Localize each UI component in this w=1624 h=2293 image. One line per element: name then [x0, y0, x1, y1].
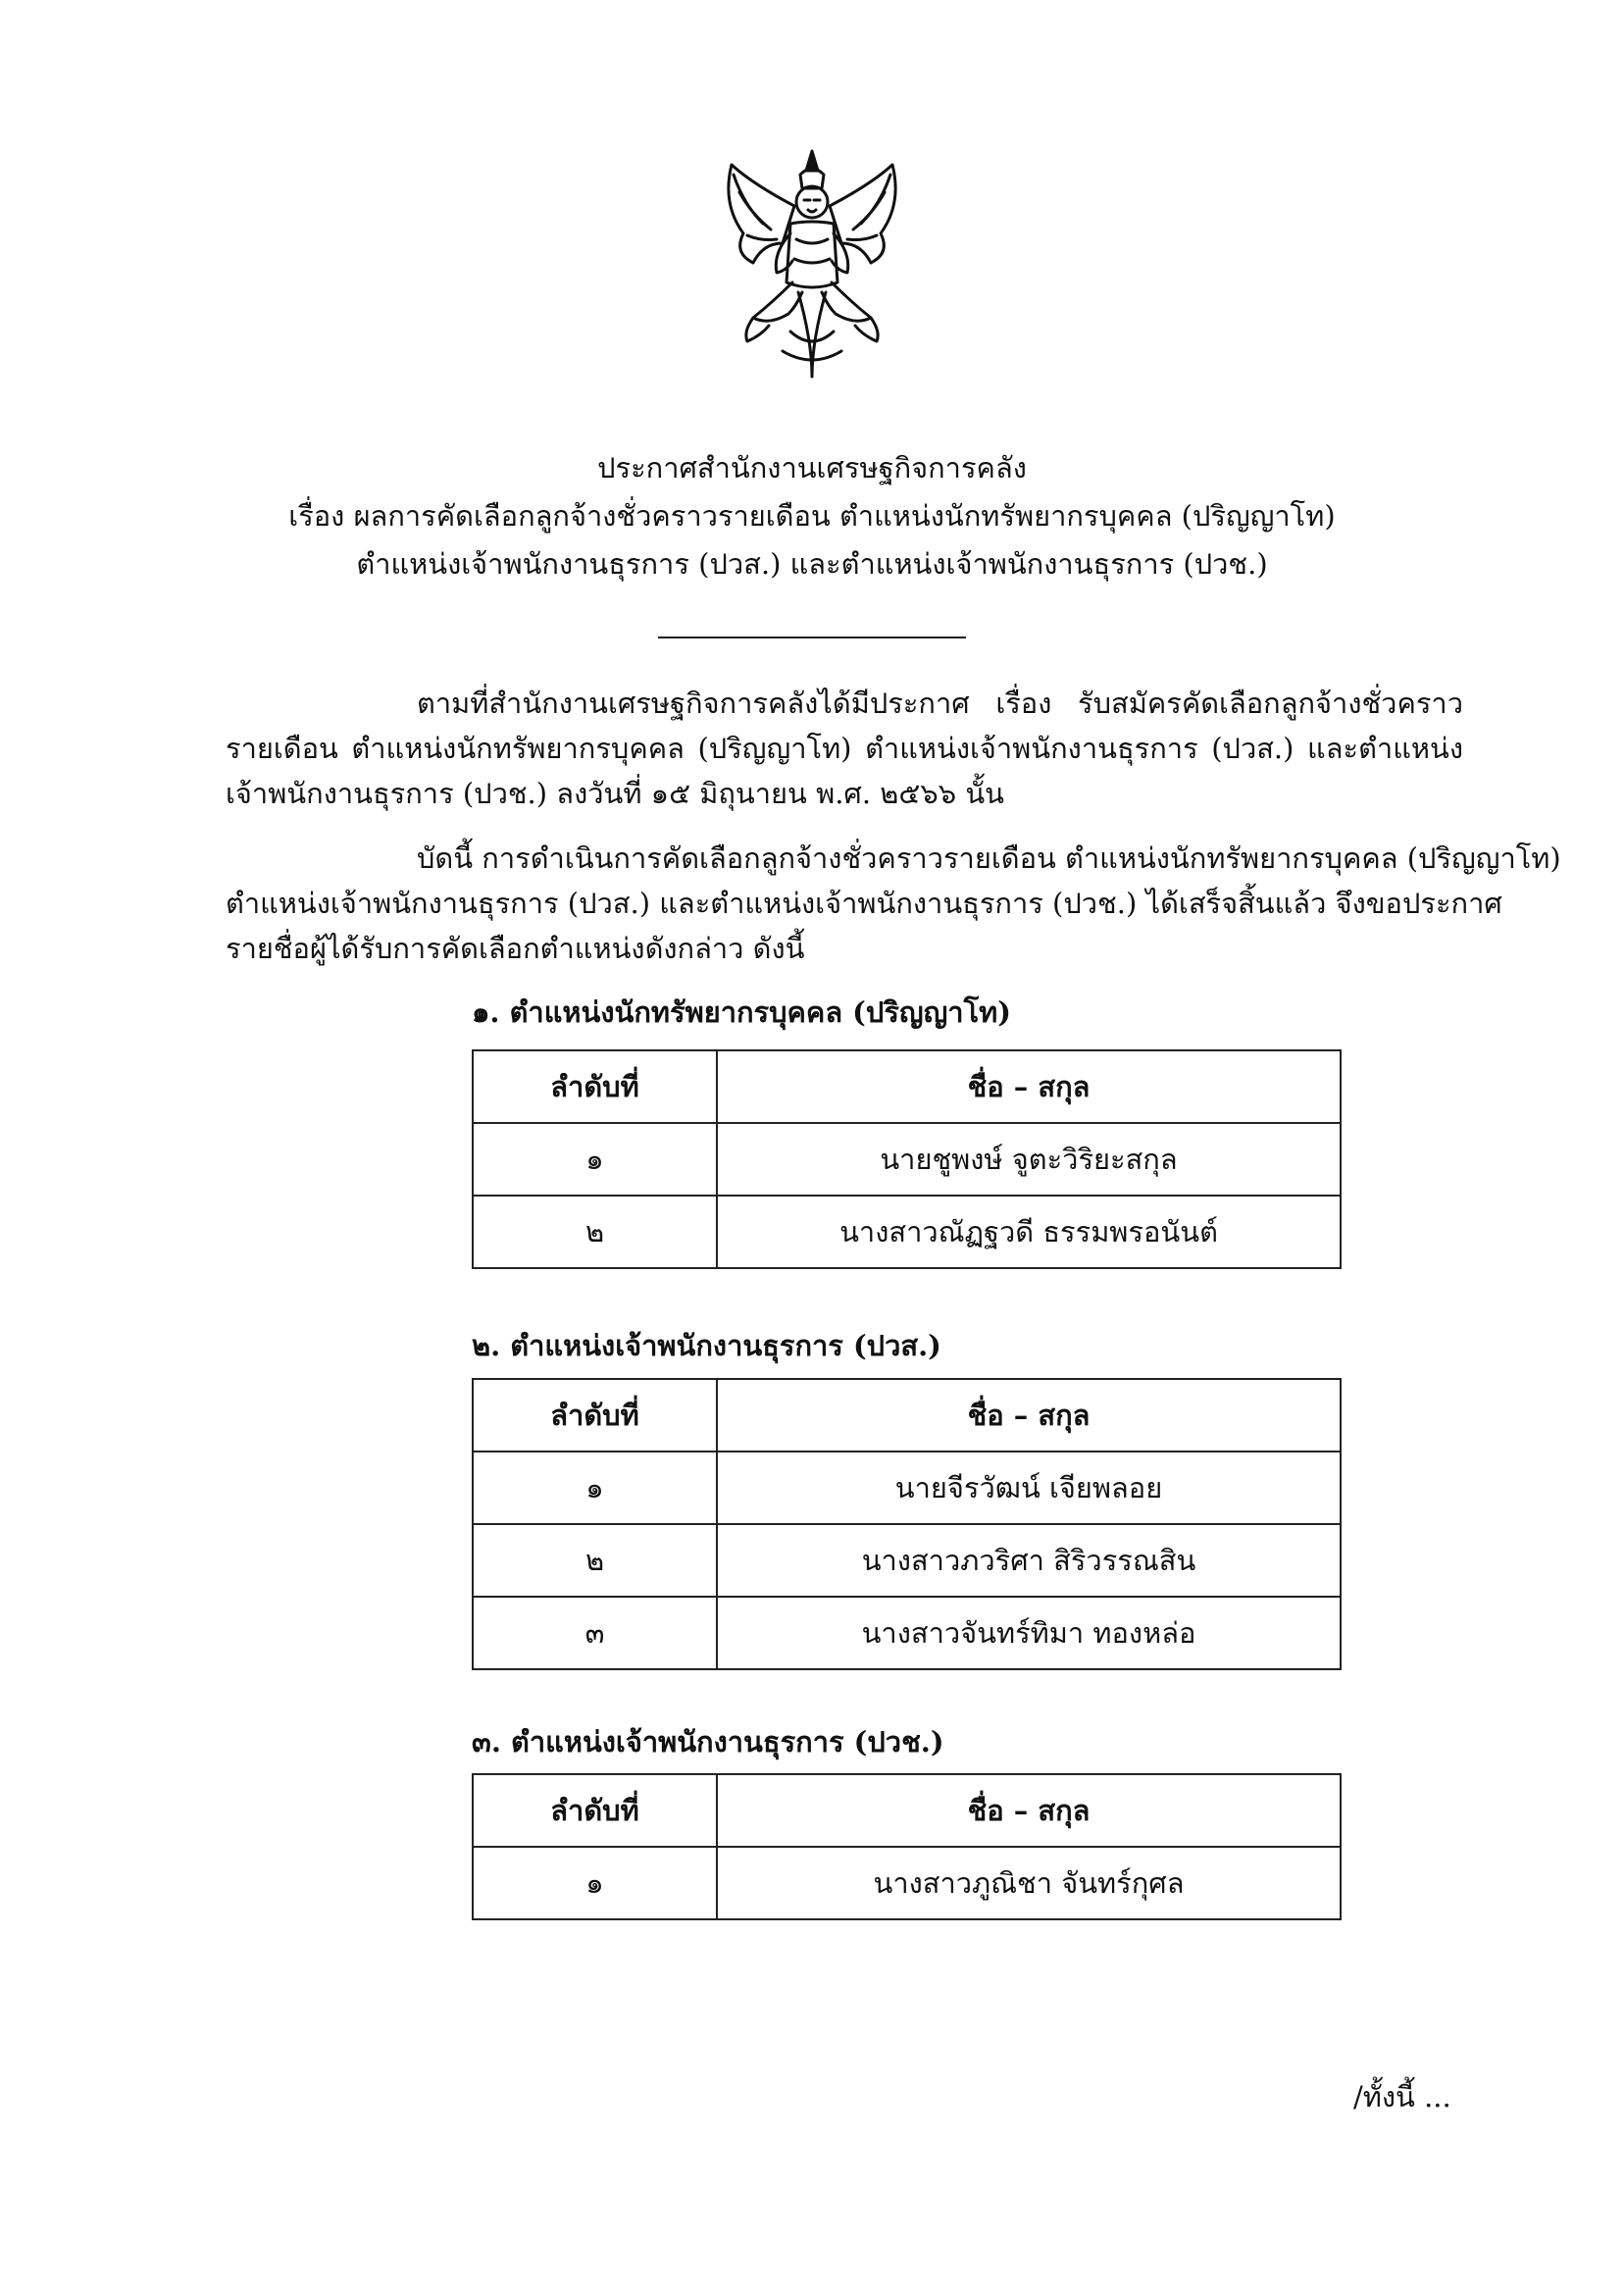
announcement-header	[177, 447, 1447, 585]
section-3-table	[472, 1773, 1342, 1920]
section-1-title: ๑. ตำแหน่งนักทรัพยากรบุคคล (ปริญญาโท)	[472, 995, 1012, 1029]
header-order: ลำดับที่	[473, 1379, 717, 1452]
section-2-title: ๒. ตำแหน่งเจ้าพนักงานธุรการ (ปวส.)	[472, 1329, 941, 1362]
row-order: ๑	[473, 1452, 717, 1524]
row-order: ๒	[473, 1524, 717, 1597]
table-row	[473, 1196, 1341, 1268]
row-fullname: นางสาวภวริศา สิริวรรณสิน	[717, 1524, 1341, 1597]
table-header-row	[473, 1379, 1341, 1452]
table-header-row	[473, 1774, 1341, 1847]
paragraph-result-line-2: ตำแหน่งเจ้าพนักงานธุรการ (ปวส.) และตำแหน่งเจ้าพนักงานธุรการ (ปวช.) ได้เสร็จสิ้นแล้ว จึงขอประกาศ	[226, 887, 1502, 920]
table-row	[473, 1524, 1341, 1597]
table-header-row	[473, 1050, 1341, 1123]
row-fullname: นางสาวณัฏฐวดี ธรรมพรอนันต์	[717, 1196, 1341, 1268]
section-2-table	[472, 1378, 1342, 1670]
row-order: ๓	[473, 1597, 717, 1669]
row-fullname: นางสาวภูณิชา จันทร์กุศล	[717, 1847, 1341, 1919]
header-order: ลำดับที่	[473, 1774, 717, 1847]
paragraph-result-line-1: บัดนี้ การดำเนินการคัดเลือกลูกจ้างชั่วคราวรายเดือน ตำแหน่งนักทรัพยากรบุคคล (ปริญญาโท)	[417, 841, 1561, 875]
table-row	[473, 1123, 1341, 1196]
paragraph-intro-line-2: รายเดือน ตำแหน่งนักทรัพยากรบุคคล (ปริญญาโท) ตำแหน่งเจ้าพนักงานธุรการ (ปวส.) และตำแหน่ง	[226, 732, 1463, 765]
table-row	[473, 1597, 1341, 1669]
header-fullname: ชื่อ – สกุล	[717, 1774, 1341, 1847]
row-order: ๑	[473, 1847, 717, 1919]
header-fullname: ชื่อ – สกุล	[717, 1050, 1341, 1123]
announcement-subject-line-2: ตำแหน่งเจ้าพนักงานธุรการ (ปวส.) และตำแหน่งเจ้าพนักงานธุรการ (ปวช.)	[356, 547, 1268, 581]
paragraph-result-line-3: รายชื่อผู้ได้รับการคัดเลือกตำแหน่งดังกล่าว ดังนี้	[226, 932, 805, 965]
table-row	[473, 1452, 1341, 1524]
garuda-emblem-icon	[714, 145, 910, 384]
paragraph-intro	[226, 681, 1463, 816]
paragraph-intro-line-1: ตามที่สำนักงานเศรษฐกิจการคลังได้มีประกาศ เรื่อง รับสมัครคัดเลือกลูกจ้างชั่วคราว	[417, 687, 1463, 720]
row-order: ๑	[473, 1123, 717, 1196]
announcement-title: ประกาศสำนักงานเศรษฐกิจการคลัง	[597, 451, 1027, 484]
paragraph-intro-line-3: เจ้าพนักงานธุรการ (ปวช.) ลงวันที่ ๑๕ มิถุนายน พ.ศ. ๒๕๖๖ นั้น	[226, 777, 1005, 810]
header-fullname: ชื่อ – สกุล	[717, 1379, 1341, 1452]
section-3-title: ๓. ตำแหน่งเจ้าพนักงานธุรการ (ปวช.)	[472, 1725, 944, 1758]
paragraph-result	[226, 836, 1561, 971]
header-order: ลำดับที่	[473, 1050, 717, 1123]
header-divider	[658, 637, 966, 638]
row-fullname: นางสาวจันทร์ทิมา ทองหล่อ	[717, 1597, 1341, 1669]
page-continuation: /ทั้งนี้ ...	[1353, 2080, 1451, 2114]
announcement-subject-line-1: เรื่อง ผลการคัดเลือกลูกจ้างชั่วคราวรายเดือน ตำแหน่งนักทรัพยากรบุคคล (ปริญญาโท)	[288, 499, 1336, 533]
table-row	[473, 1847, 1341, 1919]
row-fullname: นายชูพงษ์ จูตะวิริยะสกุล	[717, 1123, 1341, 1196]
row-fullname: นายจีรวัฒน์ เจียพลอย	[717, 1452, 1341, 1524]
row-order: ๒	[473, 1196, 717, 1268]
section-1-table	[472, 1049, 1342, 1269]
